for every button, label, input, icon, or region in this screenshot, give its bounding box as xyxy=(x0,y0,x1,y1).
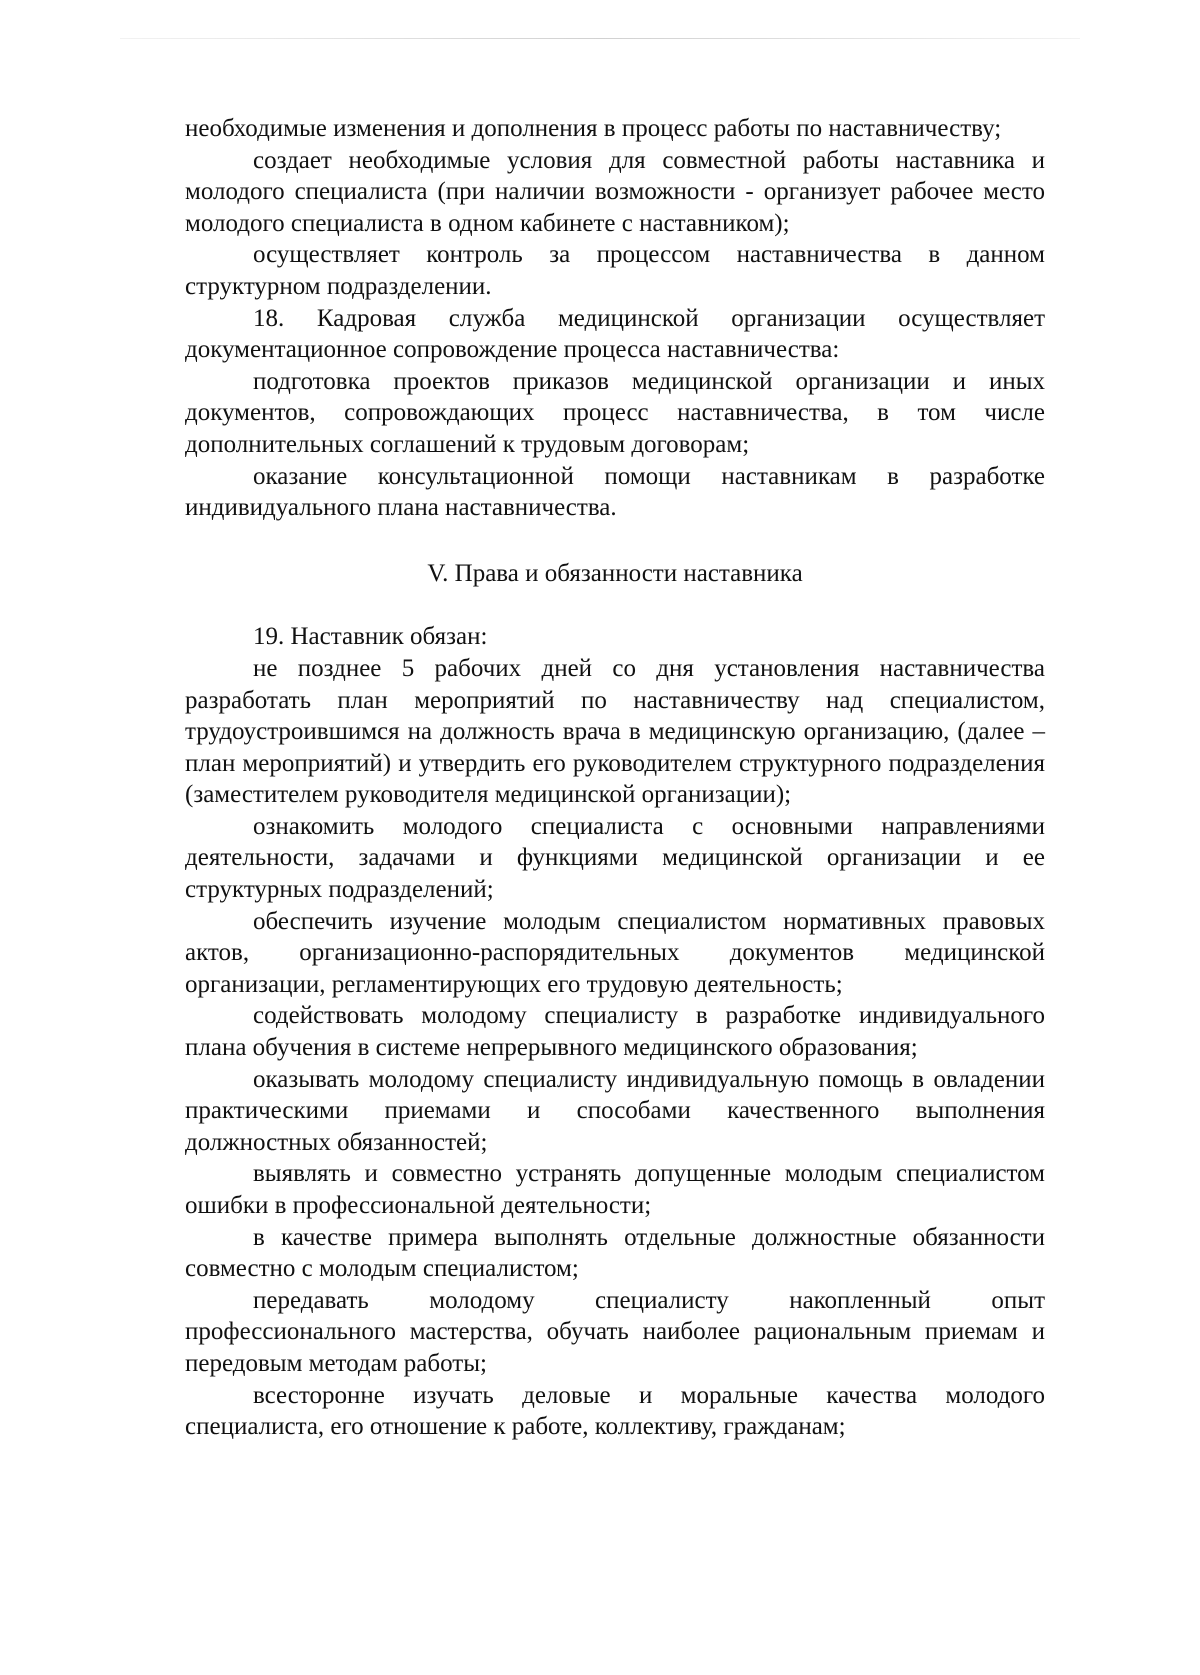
paragraph-assist-training-plan: содействовать молодому специалисту в разработке индивидуального плана обучения в системе непрерывного медицинского образования; xyxy=(185,1002,1045,1062)
paragraph-conditions: создает необходимые условия для совместной работы наставника и молодого специалиста (при наличии возможности - организует рабочее место молодого специалиста в одном кабинете с наставником); xyxy=(185,146,1045,237)
paragraph-control: осуществляет контроль за процессом наставничества в данном структурном подразделении. xyxy=(185,241,1045,300)
paragraph-perform-duties-together: в качестве примера выполнять отдельные должностные обязанности совместно с молодым специалистом; xyxy=(185,1223,1045,1283)
paragraph-individual-help: оказывать молодому специалисту индивидуальную помощь в овладении практическими приемами и способами качественного выполнения должностных обязанностей; xyxy=(185,1065,1045,1156)
paragraph-continuation: необходимые изменения и дополнения в процесс работы по наставничеству; xyxy=(185,115,1002,142)
paragraph-item-19: 19. Наставник обязан: xyxy=(253,623,488,651)
paragraph-introduce-activities: ознакомить молодого специалиста с основными направлениями деятельности, задачами и функциями медицинской организации и ее структурных подразделений; xyxy=(185,812,1045,904)
paragraph-ensure-study: обеспечить изучение молодым специалистом нормативных правовых актов, организационно-распорядительных документов медицинской организации, регламентирующих его трудовую деятельность; xyxy=(185,907,1045,998)
scan-edge-line xyxy=(120,38,1080,39)
paragraph-orders-preparation: подготовка проектов приказов медицинской организации и иных документов, сопровождающих процесс наставничества, в том числе дополнительных соглашений к трудовым договорам; xyxy=(185,367,1045,458)
section-heading: V. Права и обязанности наставника xyxy=(427,559,803,587)
paragraph-transfer-experience: передавать молодому специалисту накопленный опыт профессионального мастерства, обучать наиболее рациональным приемам и передовым методам работы; xyxy=(185,1286,1045,1377)
paragraph-plan-development: не позднее 5 рабочих дней со дня установления наставничества разработать план мероприятий по наставничеству над специалистом, трудоустроившимся на должность врача в медицинскую организацию, (далее – план мероприятий) и утвердить его руководителем структурного подразделения (заместителем руководителя медицинской организации); xyxy=(185,654,1045,809)
paragraph-correct-errors: выявлять и совместно устранять допущенные молодым специалистом ошибки в профессиональной деятельности; xyxy=(185,1160,1045,1219)
paragraph-consulting-help: оказание консультационной помощи наставникам в разработке индивидуального плана наставничества. xyxy=(185,462,1045,522)
document-body xyxy=(185,113,1045,1443)
paragraph-item-18: 18. Кадровая служба медицинской организации осуществляет документационное сопровождение процесса наставничества: xyxy=(185,304,1045,364)
paragraph-study-qualities: всесторонне изучать деловые и моральные качества молодого специалиста, его отношение к работе, коллективу, гражданам; xyxy=(185,1381,1045,1441)
